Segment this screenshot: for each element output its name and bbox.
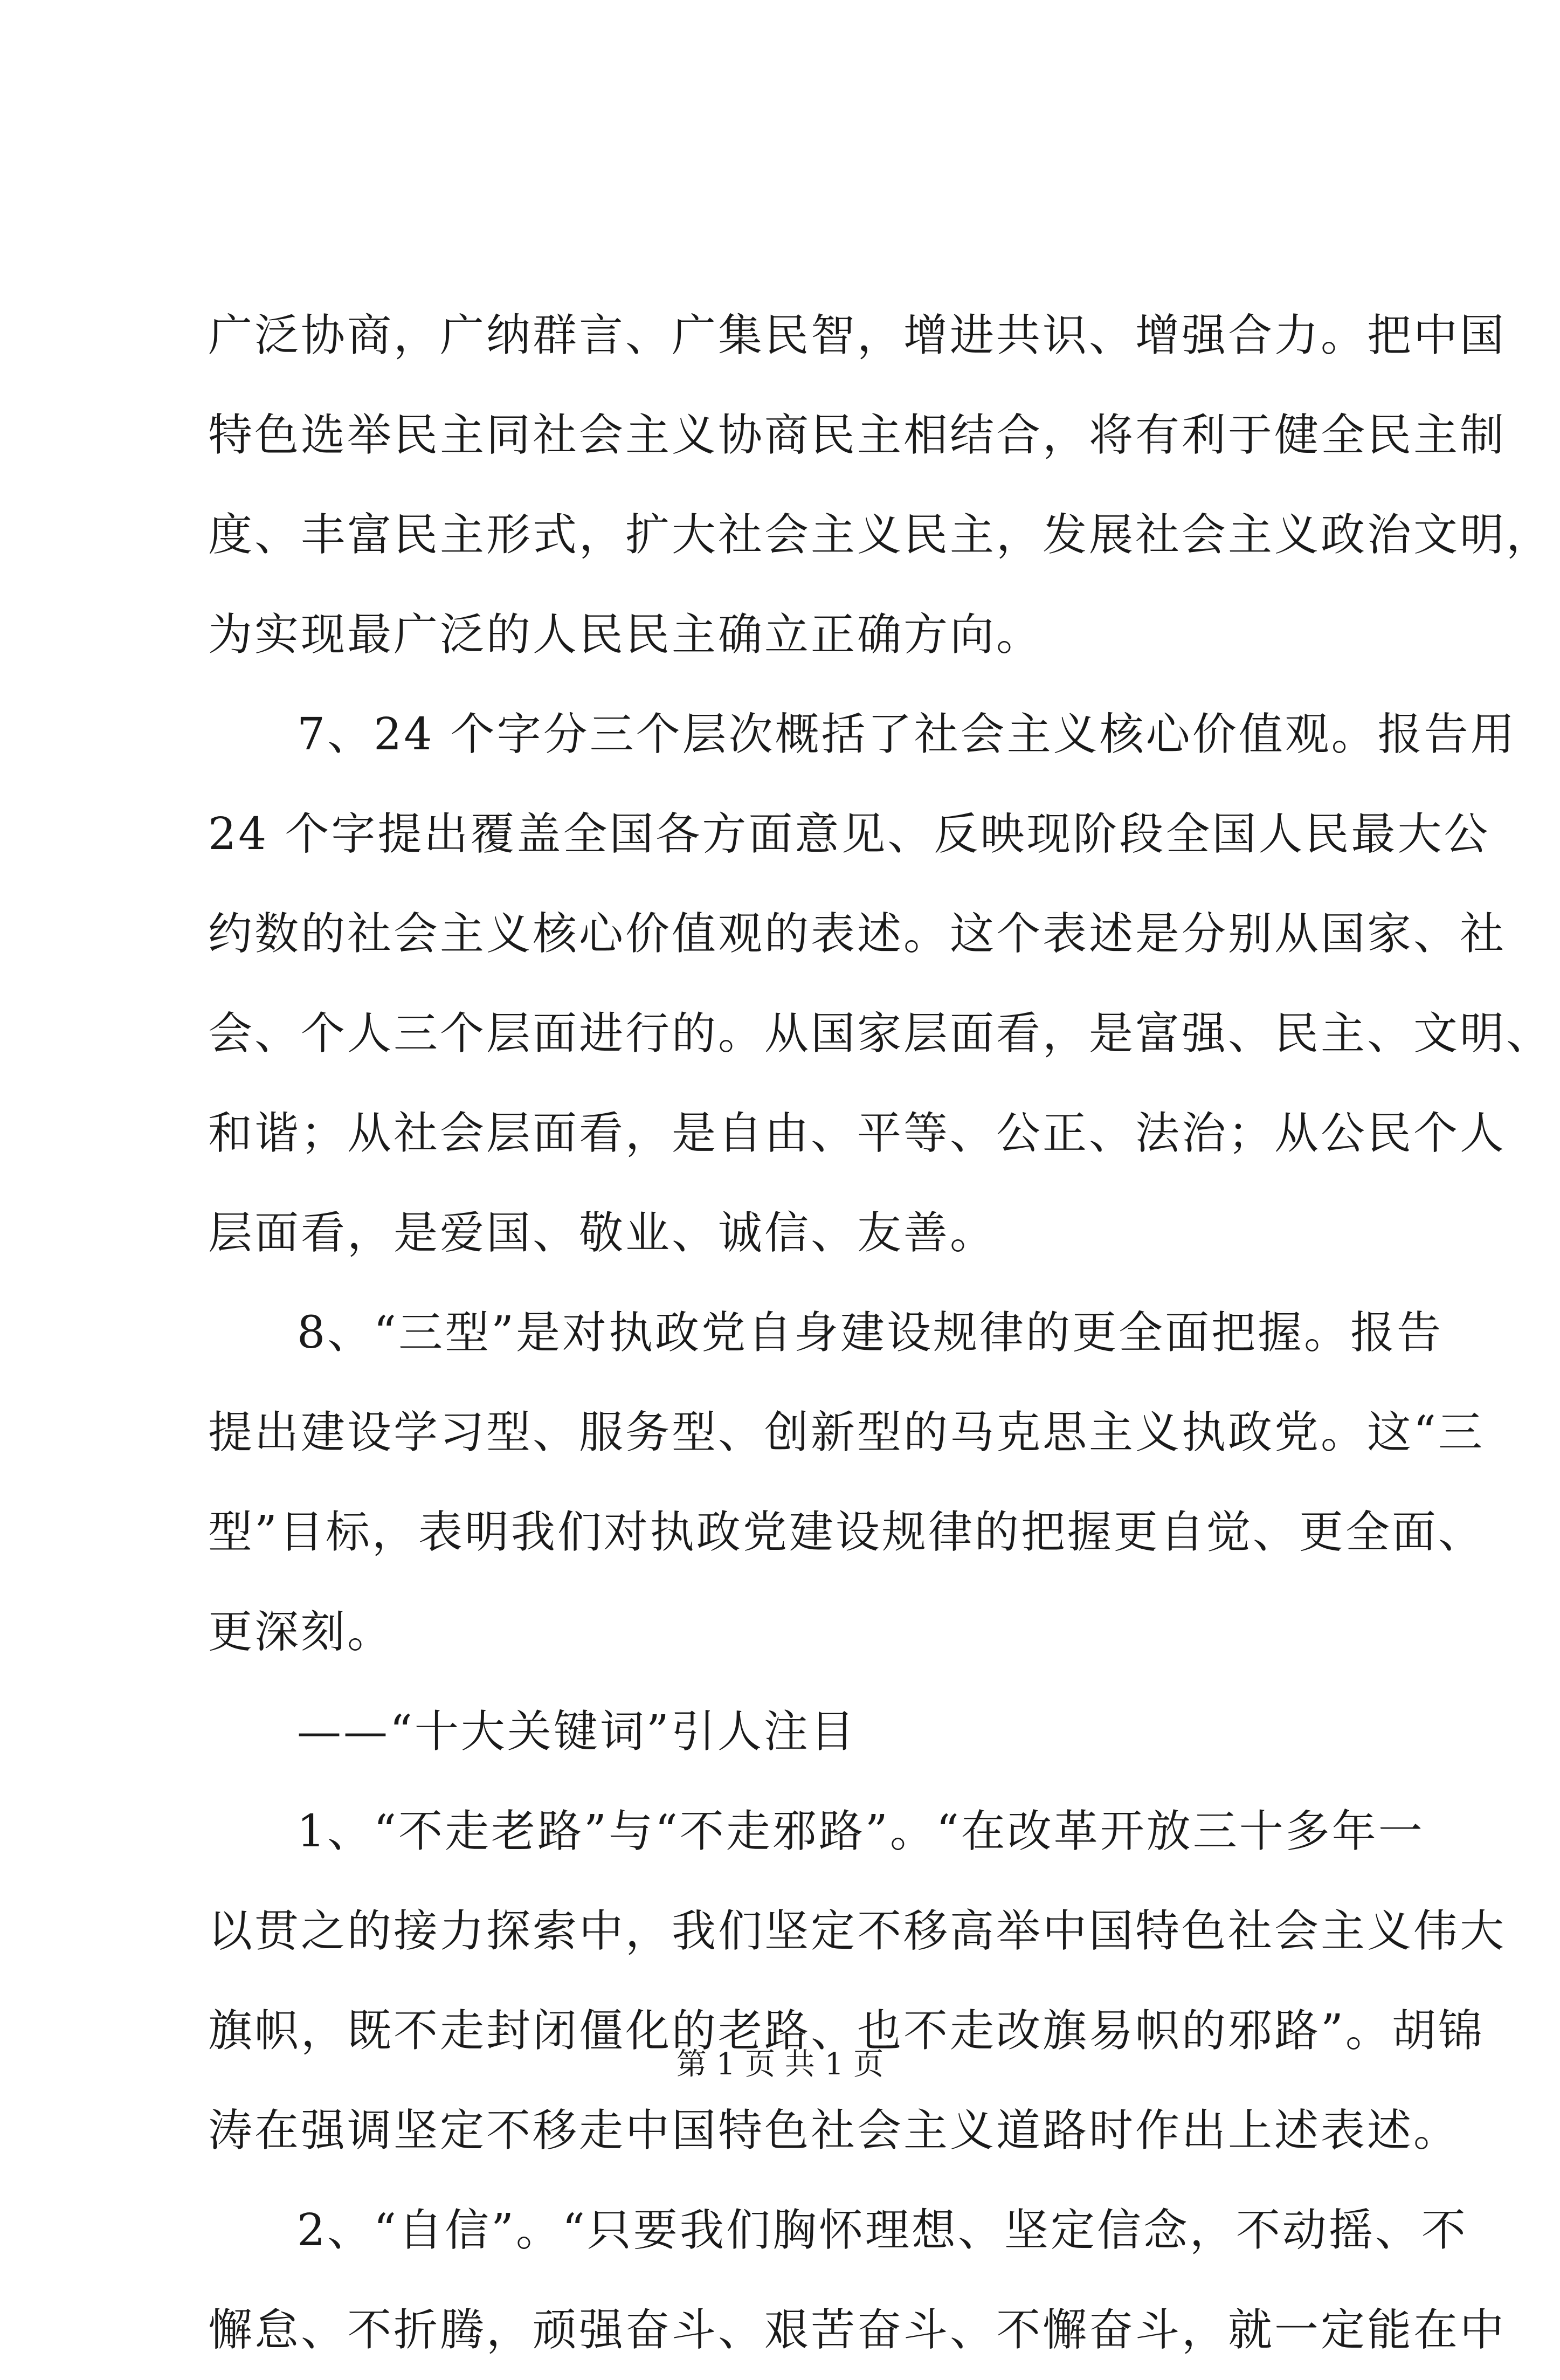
text-line: 约数的社会主义核心价值观的表述。这个表述是分别从国家、社 [208, 908, 1507, 960]
text-line: 以贯之的接力探索中，我们坚定不移高举中国特色社会主义伟大 [208, 1906, 1507, 1957]
text-line: 24 个字提出覆盖全国各方面意见、反映现阶段全国人民最大公 [208, 809, 1490, 860]
text-line: 懈怠、不折腾，顽强奋斗、艰苦奋斗、不懈奋斗，就一定能在中 [208, 2305, 1507, 2356]
paragraph-start-line: 1、“不走老路”与“不走邪路”。“在改革开放三十多年一 [297, 1806, 1425, 1857]
text-line: 会、个人三个层面进行的。从国家层面看，是富强、民主、文明、 [208, 1008, 1553, 1059]
text-line: 度、丰富民主形式，扩大社会主义民主，发展社会主义政治文明， [208, 509, 1553, 561]
text-line: 广泛协商，广纳群言、广集民智，增进共识、增强合力。把中国 [208, 310, 1507, 361]
text-line: 和谐；从社会层面看，是自由、平等、公正、法治；从公民个人 [208, 1108, 1507, 1159]
text-line: 层面看，是爱国、敬业、诚信、友善。 [208, 1208, 997, 1259]
text-line: 提出建设学习型、服务型、创新型的马克思主义执政党。这“三 [208, 1407, 1485, 1458]
paragraph-start-line: 8、“三型”是对执政党自身建设规律的更全面把握。报告 [297, 1307, 1444, 1358]
paragraph-start-line: 2、“自信”。“只要我们胸怀理想、坚定信念，不动摇、不 [297, 2205, 1468, 2256]
text-line: 特色选举民主同社会主义协商民主相结合，将有利于健全民主制 [208, 410, 1507, 461]
section-heading: ——“十大关键词”引人注目 [297, 1706, 857, 1757]
text-line: 涛在强调坚定不移走中国特色社会主义道路时作出上述表述。 [208, 2105, 1460, 2156]
paragraph-start-line: 7、24 个字分三个层次概括了社会主义核心价值观。报告用 [297, 709, 1517, 760]
text-line: 更深刻。 [208, 1606, 394, 1658]
page-number-footer: 第 1 页 共 1 页 [676, 2047, 884, 2082]
text-line: 为实现最广泛的人民民主确立正确方向。 [208, 609, 1043, 660]
text-line: 型”目标，表明我们对执政党建设规律的把握更自觉、更全面、 [208, 1507, 1485, 1558]
text-line: 旗帜，既不走封闭僵化的老路、也不走改旗易帜的邪路”。胡锦 [208, 2005, 1485, 2057]
